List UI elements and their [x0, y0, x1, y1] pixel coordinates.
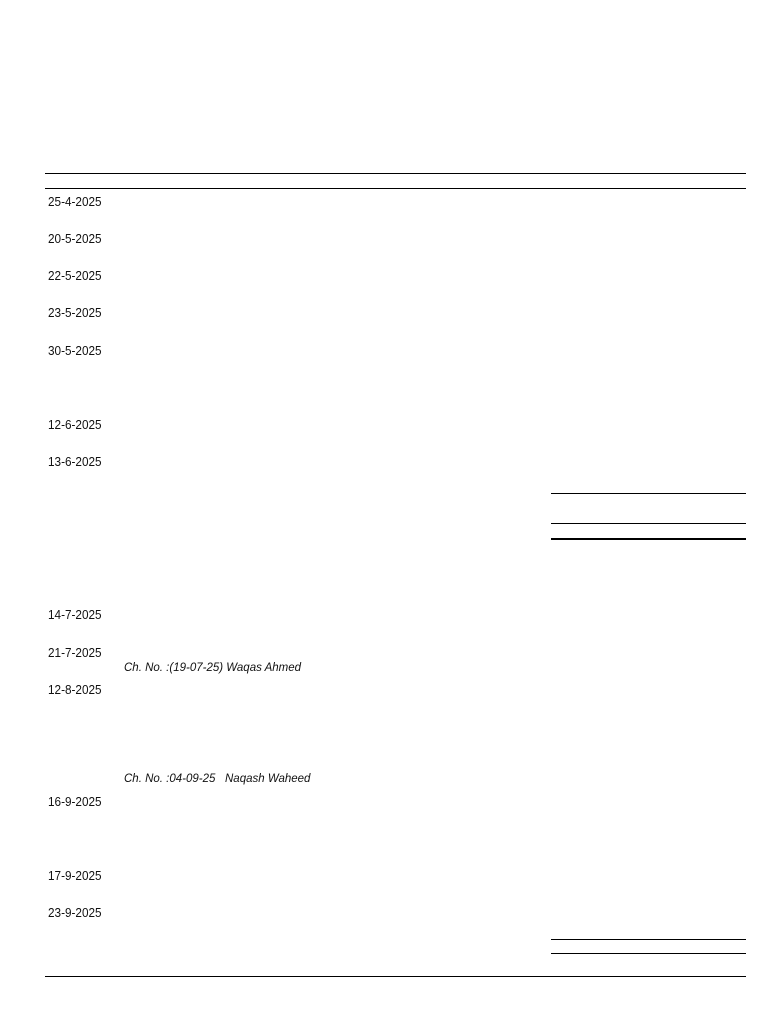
cheque-note: Ch. No. :04-09-25 Naqash Waheed: [124, 773, 311, 785]
total-rule: [551, 523, 746, 524]
entry-date: 17-9-2025: [48, 869, 102, 883]
entry-date: 16-9-2025: [48, 795, 102, 809]
entry-date: 14-7-2025: [48, 608, 102, 622]
entry-date: 23-5-2025: [48, 306, 102, 320]
entry-date: 12-8-2025: [48, 683, 102, 697]
total-rule: [551, 953, 746, 954]
header-bottom-rule: [45, 188, 746, 189]
cheque-note: Ch. No. :(19-07-25) Waqas Ahmed: [124, 662, 302, 674]
entry-date: 20-5-2025: [48, 232, 102, 246]
entry-date: 25-4-2025: [48, 195, 102, 209]
subtotal-rule: [551, 493, 746, 494]
entry-date: 23-9-2025: [48, 906, 102, 920]
entry-date: 30-5-2025: [48, 344, 102, 358]
subtotal-rule: [551, 939, 746, 940]
entry-date: 13-6-2025: [48, 455, 102, 469]
total-double-rule: [551, 538, 746, 540]
entry-date: 12-6-2025: [48, 418, 102, 432]
footer-rule: [45, 976, 746, 977]
header-top-rule: [45, 173, 746, 174]
entry-date: 21-7-2025: [48, 646, 102, 660]
entry-date: 22-5-2025: [48, 269, 102, 283]
